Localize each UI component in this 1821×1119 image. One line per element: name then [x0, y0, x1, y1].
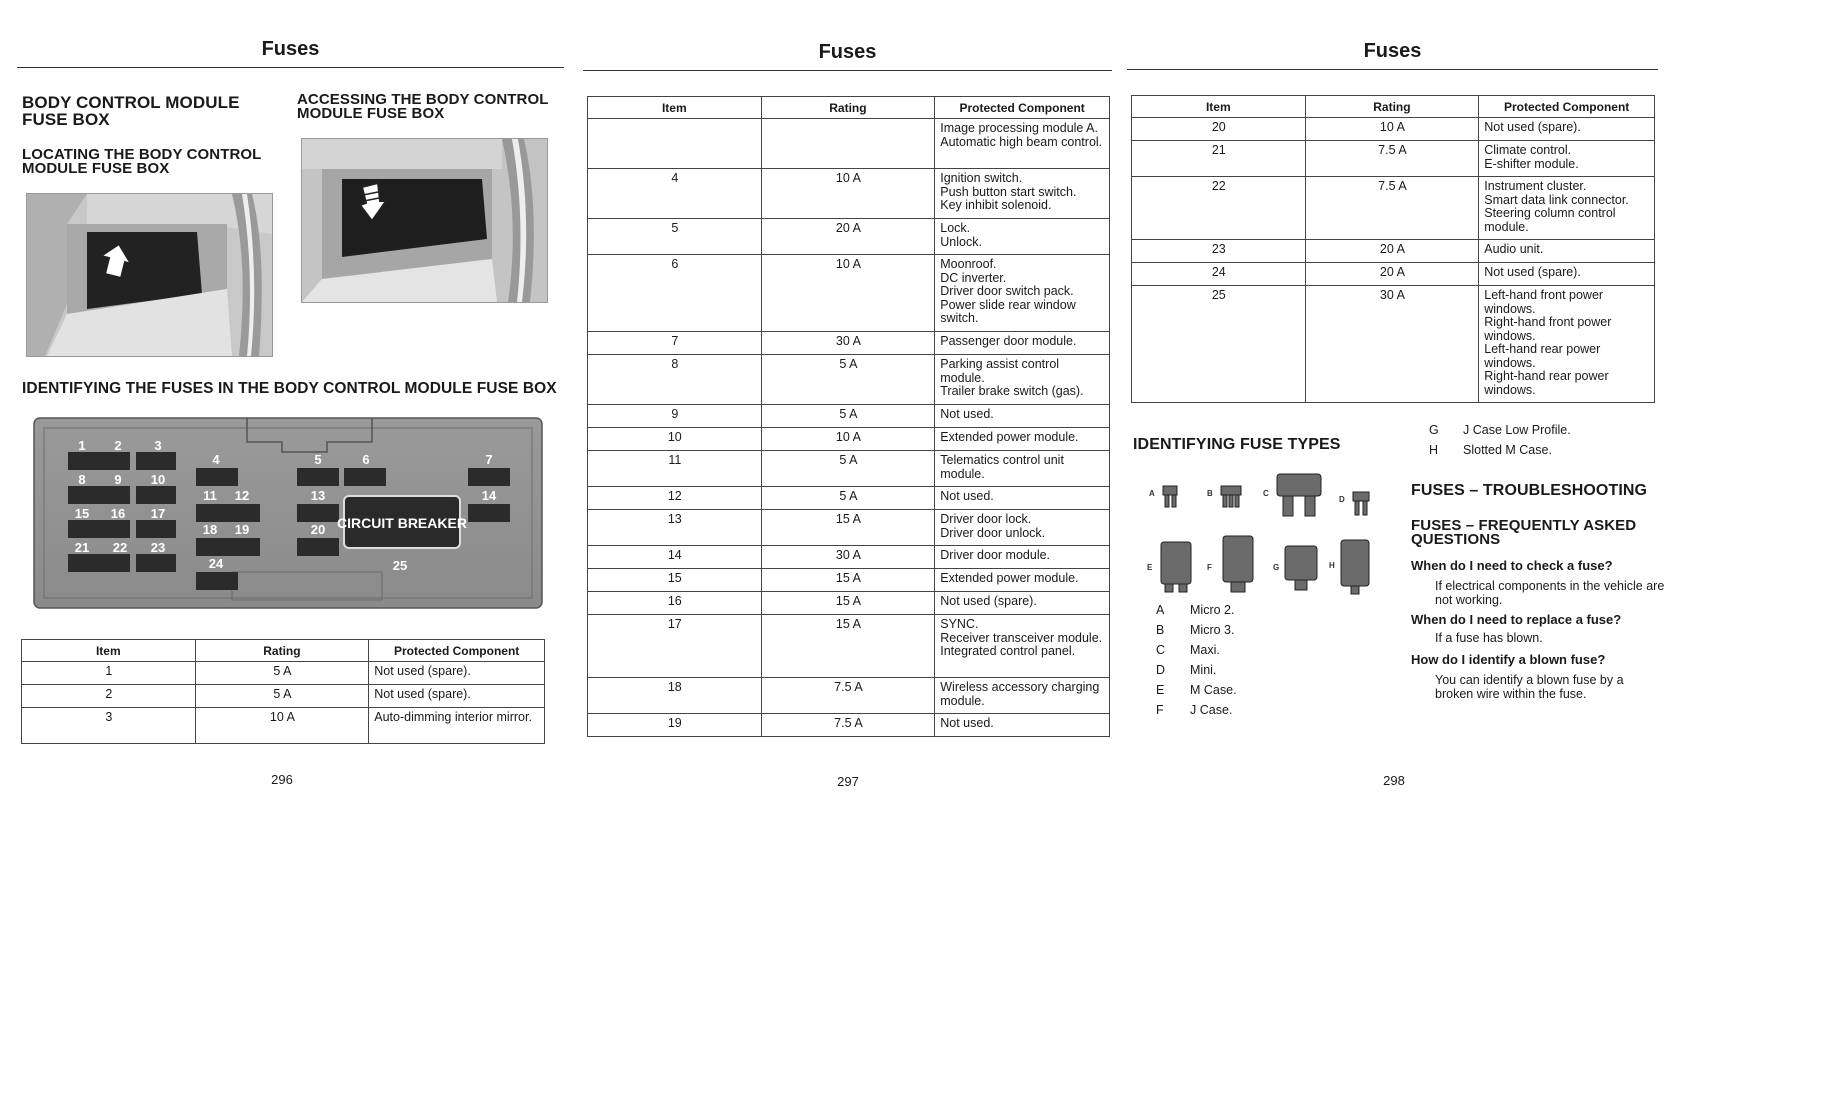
fuse-type-key: H [1429, 443, 1439, 457]
faq-question: How do I identify a blown fuse? [1411, 652, 1606, 667]
cell-component: Image processing module A. Automatic high beam control. [935, 119, 1110, 169]
fuse-label: 24 [208, 556, 224, 571]
faq-answer: You can identify a blown fuse by a broken wire within the fuse. [1435, 673, 1624, 701]
cell-rating: 10 A [761, 169, 935, 219]
cell-item: 4 [588, 169, 762, 219]
cell-item: 6 [588, 255, 762, 332]
cell-component: Not used (spare). [1479, 118, 1655, 141]
cell-item: 9 [588, 405, 762, 428]
fuse-type-label: J Case. [1190, 703, 1233, 717]
fuse-label: 20 [310, 522, 326, 537]
page-title-296: Fuses [261, 38, 320, 60]
cell-rating [761, 119, 935, 169]
cell-rating: 10 A [761, 428, 935, 451]
fuse-type-label: Micro 2. [1190, 603, 1235, 617]
cell-item: 25 [1132, 286, 1306, 403]
fuse-type-legend-item [1156, 603, 1234, 617]
heading-faq: FUSES – FREQUENTLY ASKED QUESTIONS [1411, 517, 1637, 548]
cell-rating: 5 A [761, 451, 935, 487]
fuse-label: 6 [362, 452, 370, 467]
cell-rating: 30 A [761, 546, 935, 569]
faq-answer: If electrical components in the vehicle are not working. [1435, 579, 1665, 607]
cell-item: 8 [588, 355, 762, 405]
header-component: Protected Component [1479, 96, 1655, 118]
cell-item: 23 [1132, 240, 1306, 263]
fuse-type-letter: A [1149, 489, 1155, 498]
cell-component: Driver door module. [935, 546, 1110, 569]
cell-item: 19 [588, 714, 762, 737]
cell-item: 12 [588, 487, 762, 510]
table-row [1132, 240, 1655, 263]
table-row [588, 428, 1110, 451]
heading-bcm-fuse-box: BODY CONTROL MODULE FUSE BOX [22, 93, 240, 129]
table-row [1132, 286, 1655, 403]
fuse-label: 13 [310, 488, 326, 503]
cell-item: 16 [588, 592, 762, 615]
cell-component: Not used (spare). [369, 662, 545, 685]
cell-item: 2 [22, 685, 196, 708]
table-row [588, 546, 1110, 569]
cell-rating: 30 A [1305, 286, 1479, 403]
cell-component: Lock. Unlock. [935, 219, 1110, 255]
fuse-table-page-296 [21, 639, 545, 744]
fuse-label: 14 [481, 488, 497, 503]
table-header-row [588, 97, 1110, 119]
cell-component: Moonroof. DC inverter. Driver door switch pack. Power slide rear window switch. [935, 255, 1110, 332]
cell-component: Extended power module. [935, 569, 1110, 592]
fuse-label: 25 [392, 558, 408, 573]
cell-rating: 5 A [195, 685, 369, 708]
table-row [588, 592, 1110, 615]
fuse-label: 1 [78, 438, 86, 453]
cell-item: 21 [1132, 141, 1306, 177]
table-row [588, 615, 1110, 678]
table-row [588, 487, 1110, 510]
fuse-label: 15 [74, 506, 90, 521]
cell-component: Not used (spare). [369, 685, 545, 708]
fuse-label: 17 [150, 506, 166, 521]
header-item: Item [22, 640, 196, 662]
fuse-label: 3 [154, 438, 162, 453]
cell-component: Not used (spare). [1479, 263, 1655, 286]
cell-rating: 20 A [1305, 240, 1479, 263]
fuse-label: 8 [78, 472, 86, 487]
cell-component: Telematics control unit module. [935, 451, 1110, 487]
cell-rating: 15 A [761, 615, 935, 678]
cell-item: 15 [588, 569, 762, 592]
cell-component: Instrument cluster. Smart data link connector. Steering column control module. [1479, 177, 1655, 240]
cell-item: 20 [1132, 118, 1306, 141]
fuse-type-legend-item [1156, 683, 1237, 697]
fuse-type-letter: H [1329, 561, 1335, 570]
faq-question: When do I need to check a fuse? [1411, 558, 1613, 573]
cell-rating: 10 A [195, 708, 369, 744]
cell-component: Left-hand front power windows. Right-hand front power windows. Left-hand rear power windows. Right-hand rear power windows. [1479, 286, 1655, 403]
cell-component: Driver door lock. Driver door unlock. [935, 510, 1110, 546]
fuse-label: 7 [485, 452, 493, 467]
cell-rating: 15 A [761, 569, 935, 592]
cell-component: Climate control. E-shifter module. [1479, 141, 1655, 177]
cell-rating: 15 A [761, 592, 935, 615]
fuse-type-legend-item [1429, 443, 1552, 457]
fuse-label: 4 [212, 452, 220, 467]
cell-rating: 7.5 A [761, 714, 935, 737]
fuse-type-letter: E [1147, 563, 1153, 572]
cell-item: 14 [588, 546, 762, 569]
table-header-row [1132, 96, 1655, 118]
page-number-298: 298 [1383, 773, 1405, 788]
table-row [22, 685, 545, 708]
cell-item: 22 [1132, 177, 1306, 240]
header-item: Item [1132, 96, 1306, 118]
title-rule [583, 70, 1112, 71]
heading-identifying-fuses: IDENTIFYING THE FUSES IN THE BODY CONTROL MODULE FUSE BOX [22, 380, 557, 397]
table-row [588, 451, 1110, 487]
cell-item: 17 [588, 615, 762, 678]
fuse-type-label: Micro 3. [1190, 623, 1235, 637]
fuse-label: 19 [234, 522, 250, 537]
circuit-breaker-label: CIRCUIT BREAKER [337, 515, 467, 531]
header-rating: Rating [1305, 96, 1479, 118]
table-row [588, 169, 1110, 219]
cell-item: 24 [1132, 263, 1306, 286]
fuse-types-illustration [1145, 466, 1385, 596]
faq-question: When do I need to replace a fuse? [1411, 612, 1622, 627]
fuse-type-letter: C [1263, 489, 1269, 498]
cell-component: Not used (spare). [935, 592, 1110, 615]
fuse-table-page-298 [1131, 95, 1655, 403]
fuse-label: 12 [234, 488, 250, 503]
cell-component: Extended power module. [935, 428, 1110, 451]
cell-component: Audio unit. [1479, 240, 1655, 263]
fuse-type-label: Mini. [1190, 663, 1217, 677]
table-row [1132, 118, 1655, 141]
header-rating: Rating [761, 97, 935, 119]
table-row [1132, 141, 1655, 177]
page-number-296: 296 [271, 772, 293, 787]
fuse-label: 23 [150, 540, 166, 555]
fuse-type-key: D [1156, 663, 1166, 677]
cell-rating: 5 A [761, 487, 935, 510]
cell-rating: 7.5 A [1305, 141, 1479, 177]
fuse-type-label: Slotted M Case. [1463, 443, 1552, 457]
cell-component: Not used. [935, 487, 1110, 510]
cell-rating: 7.5 A [1305, 177, 1479, 240]
fuse-type-legend-item [1156, 643, 1220, 657]
cell-rating: 15 A [761, 510, 935, 546]
heading-locating-fuse-box: LOCATING THE BODY CONTROL MODULE FUSE BOX [22, 146, 262, 177]
fuse-label: 11 [203, 488, 217, 503]
fuse-type-label: J Case Low Profile. [1463, 423, 1571, 437]
table-row [1132, 263, 1655, 286]
fuse-type-key: C [1156, 643, 1166, 657]
heading-accessing-fuse-box: ACCESSING THE BODY CONTROL MODULE FUSE BOX [297, 91, 549, 122]
fuse-type-key: A [1156, 603, 1165, 617]
cell-item: 5 [588, 219, 762, 255]
table-row [588, 219, 1110, 255]
title-rule [17, 67, 564, 68]
cell-component: Wireless accessory charging module. [935, 678, 1110, 714]
fuse-type-key: E [1156, 683, 1165, 697]
header-component: Protected Component [935, 97, 1110, 119]
table-row [588, 355, 1110, 405]
fuse-table-page-297 [587, 96, 1110, 737]
fuse-type-label: Maxi. [1190, 643, 1220, 657]
cell-component: Ignition switch. Push button start switch. Key inhibit solenoid. [935, 169, 1110, 219]
cell-rating: 7.5 A [761, 678, 935, 714]
cell-item [588, 119, 762, 169]
fuse-type-legend-item [1156, 703, 1232, 717]
cell-rating: 10 A [1305, 118, 1479, 141]
heading-troubleshooting: FUSES – TROUBLESHOOTING [1411, 482, 1648, 499]
fuse-label: 10 [150, 472, 166, 487]
fuse-type-letter: B [1207, 489, 1213, 498]
cell-rating: 5 A [761, 355, 935, 405]
table-row [588, 405, 1110, 428]
table-row [588, 678, 1110, 714]
page-number-297: 297 [837, 774, 859, 789]
faq-answer: If a fuse has blown. [1435, 631, 1543, 645]
table-row [588, 569, 1110, 592]
cell-rating: 20 A [761, 219, 935, 255]
cell-rating: 10 A [761, 255, 935, 332]
cell-rating: 30 A [761, 332, 935, 355]
fuse-type-legend-item [1156, 663, 1216, 677]
fuse-type-legend-item [1429, 423, 1571, 437]
fuse-label: 9 [114, 472, 122, 487]
cell-component: Not used. [935, 405, 1110, 428]
fuse-type-key: B [1156, 623, 1165, 637]
table-row [22, 662, 545, 685]
page-title-297: Fuses [818, 41, 877, 63]
fuse-label: 18 [202, 522, 218, 537]
fuse-box-diagram [32, 412, 544, 612]
table-row [22, 708, 545, 744]
fuse-type-key: G [1429, 423, 1439, 437]
table-row [1132, 177, 1655, 240]
cell-item: 10 [588, 428, 762, 451]
heading-fuse-types: IDENTIFYING FUSE TYPES [1133, 436, 1341, 453]
page-title-298: Fuses [1363, 40, 1422, 62]
fuse-type-letter: F [1207, 563, 1212, 572]
cell-item: 1 [22, 662, 196, 685]
fuse-label: 22 [112, 540, 128, 555]
table-row [588, 714, 1110, 737]
cell-item: 3 [22, 708, 196, 744]
header-component: Protected Component [369, 640, 545, 662]
cell-component: SYNC. Receiver transceiver module. Integrated control panel. [935, 615, 1110, 678]
cell-item: 7 [588, 332, 762, 355]
cell-rating: 20 A [1305, 263, 1479, 286]
fuse-type-letter: G [1273, 563, 1280, 572]
cell-item: 13 [588, 510, 762, 546]
fuse-label: 21 [74, 540, 90, 555]
cell-component: Auto-dimming interior mirror. [369, 708, 545, 744]
table-row [588, 510, 1110, 546]
accessing-fuse-box-photo [301, 138, 548, 303]
table-row [588, 119, 1110, 169]
table-row [588, 332, 1110, 355]
cell-rating: 5 A [195, 662, 369, 685]
fuse-type-key: F [1156, 703, 1164, 717]
locating-fuse-box-photo [26, 193, 273, 357]
header-rating: Rating [195, 640, 369, 662]
header-item: Item [588, 97, 762, 119]
fuse-type-legend-item [1156, 623, 1234, 637]
fuse-label: 5 [314, 452, 322, 467]
cell-component: Parking assist control module. Trailer brake switch (gas). [935, 355, 1110, 405]
fuse-type-label: M Case. [1190, 683, 1237, 697]
fuse-type-letter: D [1339, 495, 1345, 504]
cell-component: Not used. [935, 714, 1110, 737]
title-rule [1127, 69, 1658, 70]
fuse-label: 2 [114, 438, 122, 453]
cell-item: 11 [588, 451, 762, 487]
table-header-row [22, 640, 545, 662]
cell-item: 18 [588, 678, 762, 714]
fuse-label: 16 [110, 506, 126, 521]
cell-component: Passenger door module. [935, 332, 1110, 355]
table-row [588, 255, 1110, 332]
cell-rating: 5 A [761, 405, 935, 428]
